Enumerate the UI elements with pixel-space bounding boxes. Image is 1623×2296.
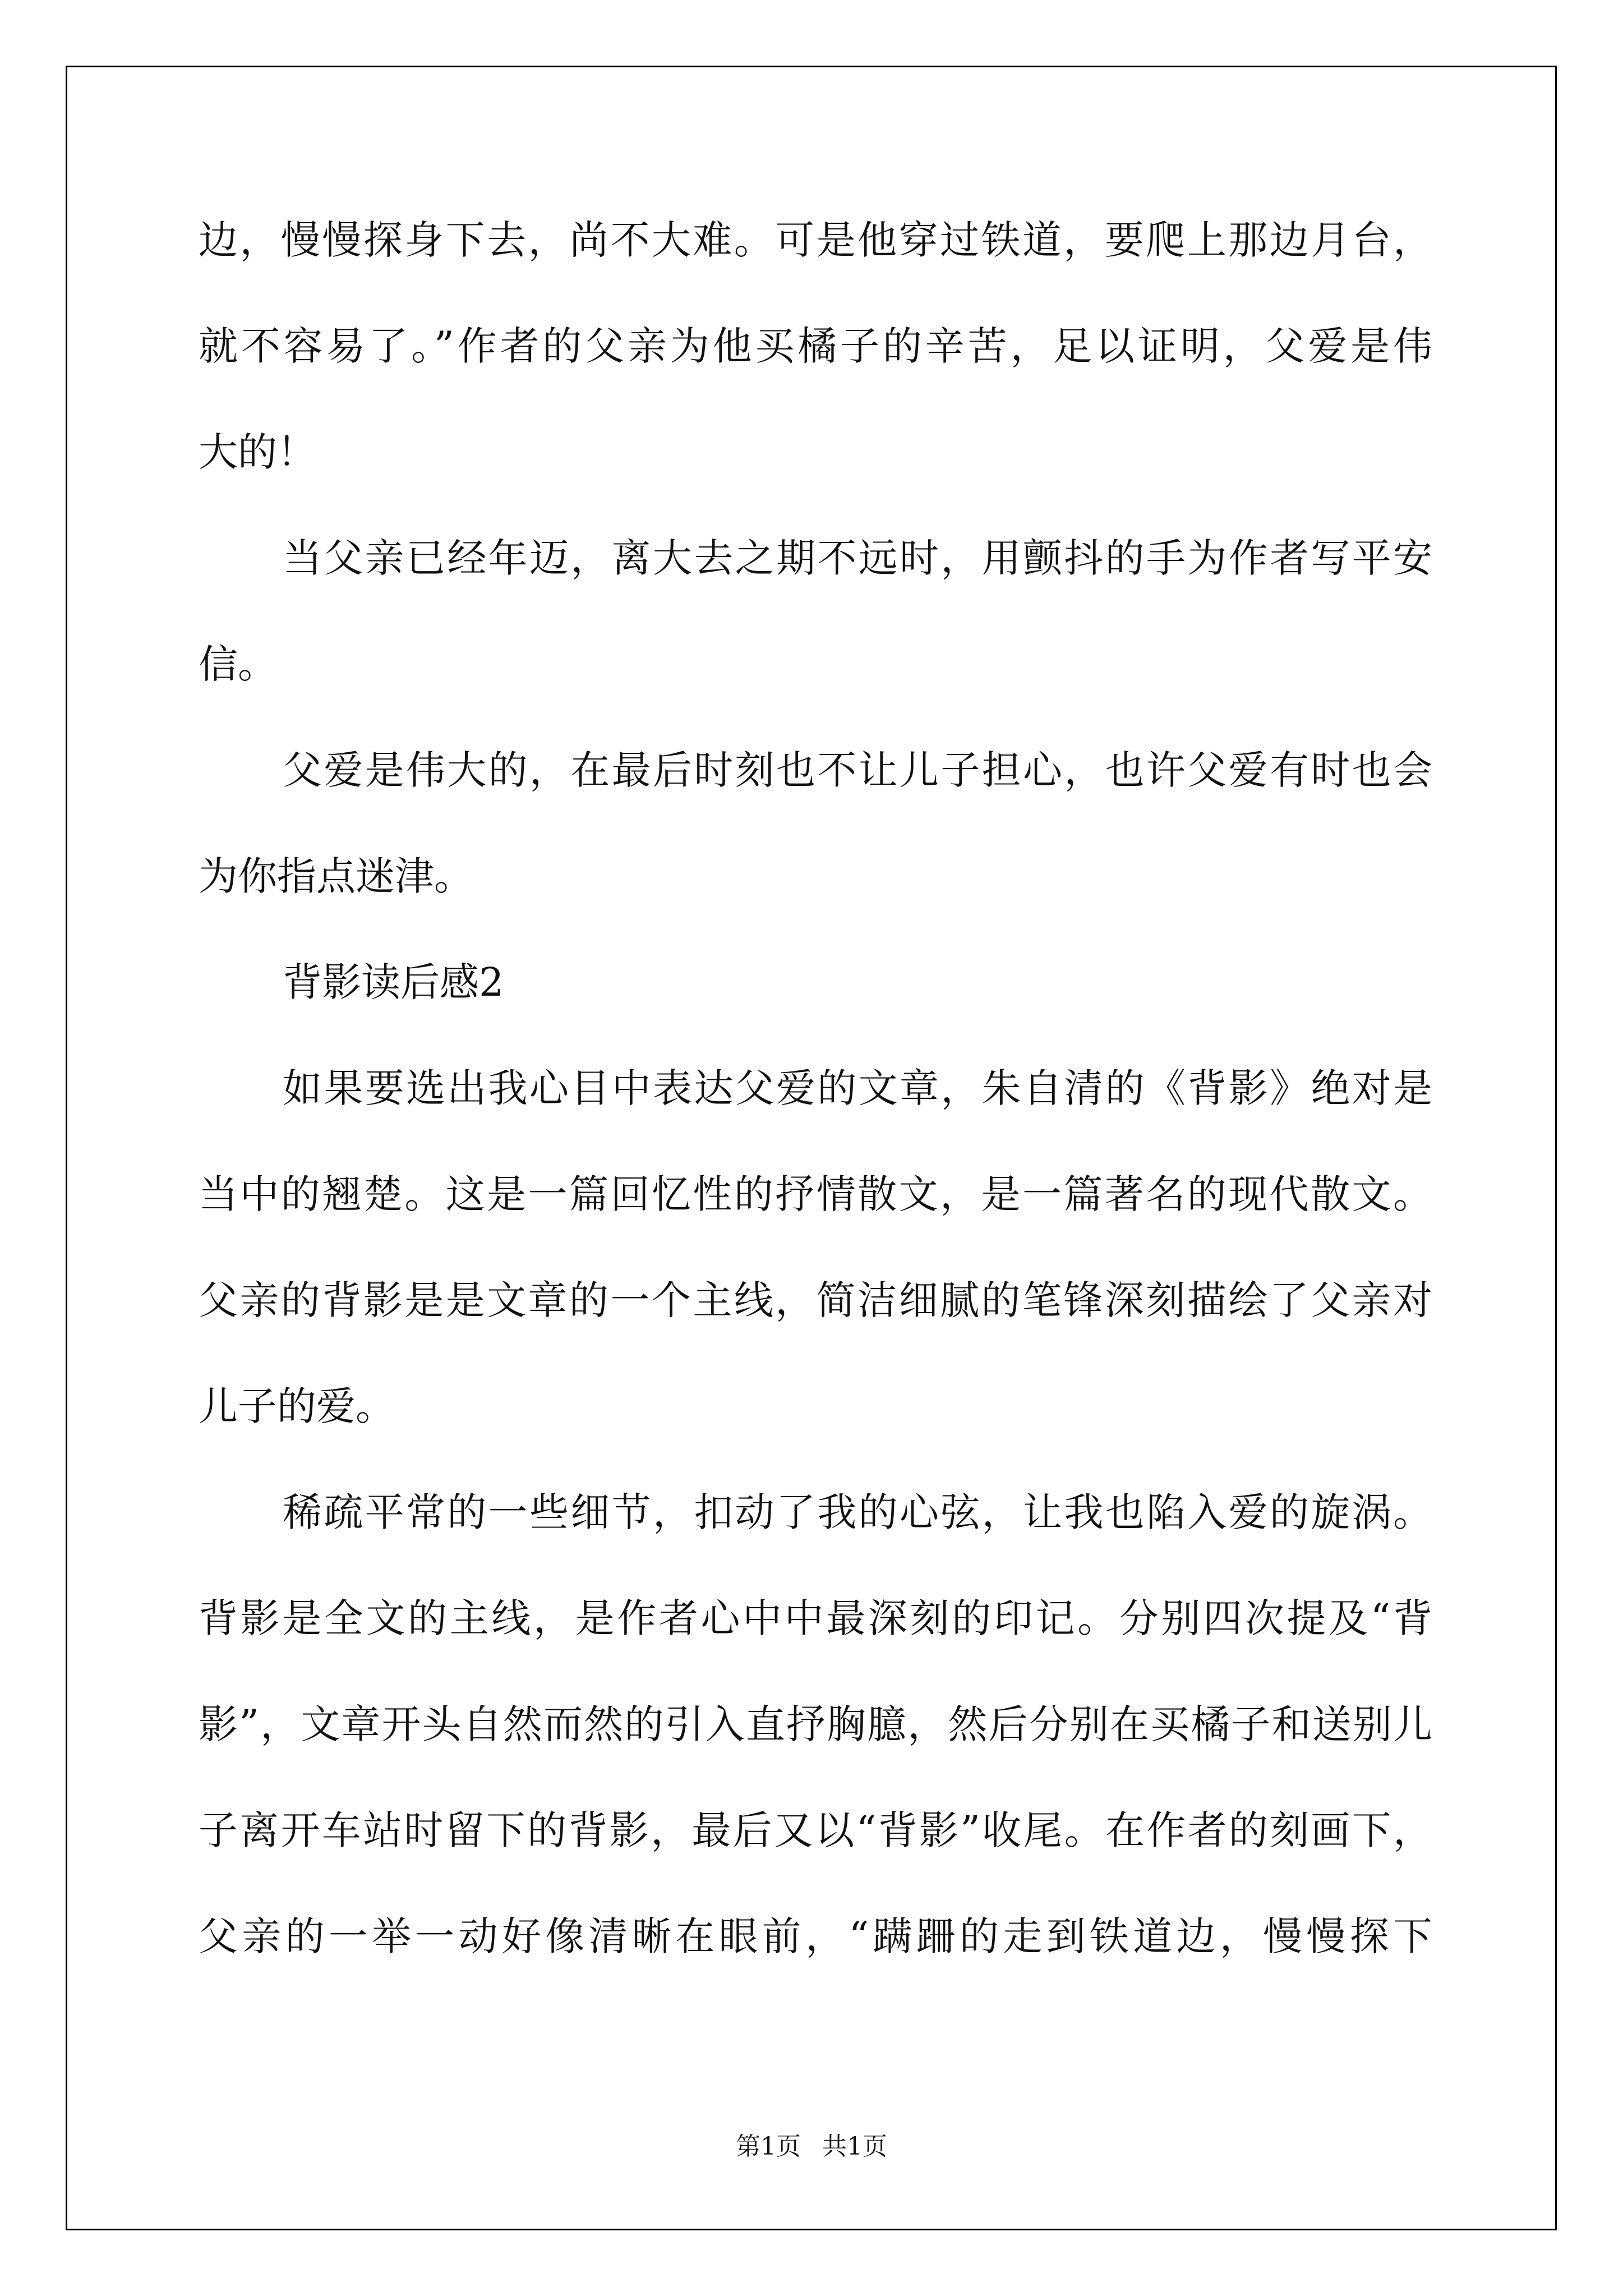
document-body xyxy=(199,218,1432,2020)
text-line: 信。 xyxy=(199,641,277,687)
text-line: 儿子的爱。 xyxy=(199,1383,395,1429)
page-number: 第1页 xyxy=(736,2132,801,2161)
text-line: 大的！ xyxy=(199,429,316,475)
text-line: 稀疏平常的一些细节，扣动了我的心弦，让我也陷入爱的旋涡。 xyxy=(283,1489,1432,1535)
text-line: 就不容易了。”作者的父亲为他买橘子的辛苦，足以证明，父爱是伟 xyxy=(199,323,1432,369)
section-heading: 背影读后感2 xyxy=(283,959,504,1005)
page-total: 共1页 xyxy=(822,2132,887,2161)
text-line: 父爱是伟大的，在最后时刻也不让儿子担心，也许父爱有时也会 xyxy=(283,747,1432,793)
text-line: 影”，文章开头自然而然的引入直抒胸臆，然后分别在买橘子和送别儿 xyxy=(199,1701,1432,1747)
text-line: 为你指点迷津。 xyxy=(199,853,473,899)
text-line: 如果要选出我心目中表达父爱的文章，朱自清的《背影》绝对是 xyxy=(283,1065,1432,1111)
text-line: 父亲的背影是是文章的一个主线，简洁细腻的笔锋深刻描绘了父亲对 xyxy=(199,1277,1432,1323)
text-line: 父亲的一举一动好像清晰在眼前，“蹒跚的走到铁道边，慢慢探下 xyxy=(199,1913,1432,1959)
text-line: 子离开车站时留下的背影，最后又以“背影”收尾。在作者的刻画下， xyxy=(199,1807,1432,1853)
text-line: 边，慢慢探身下去，尚不大难。可是他穿过铁道，要爬上那边月台， xyxy=(199,217,1432,263)
text-line: 当父亲已经年迈，离大去之期不远时，用颤抖的手为作者写平安 xyxy=(283,535,1432,581)
text-line: 背影是全文的主线，是作者心中中最深刻的印记。分别四次提及“背 xyxy=(199,1595,1432,1641)
page-footer xyxy=(0,2126,1623,2162)
text-line: 当中的翘楚。这是一篇回忆性的抒情散文，是一篇著名的现代散文。 xyxy=(199,1171,1432,1217)
